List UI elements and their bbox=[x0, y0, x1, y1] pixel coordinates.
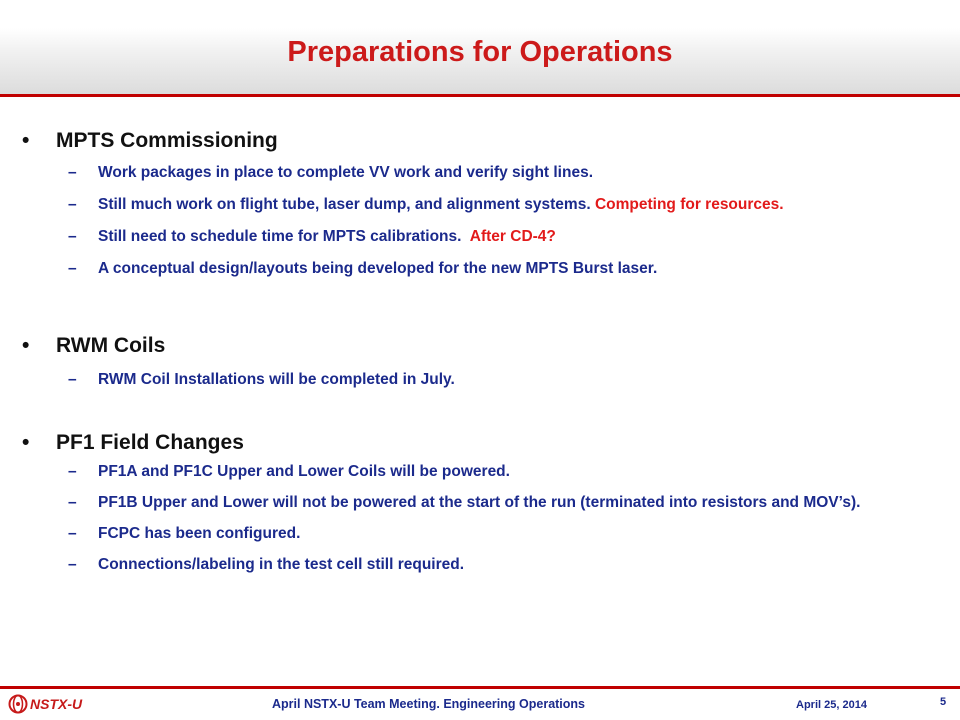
section-heading-text: MPTS Commissioning bbox=[56, 129, 278, 152]
sub-bullet-list bbox=[22, 162, 942, 279]
section-mpts-commissioning bbox=[22, 126, 942, 279]
sub-bullet-text: Connections/labeling in the test cell still required. bbox=[98, 556, 465, 573]
title-divider bbox=[0, 94, 960, 97]
dash-icon: – bbox=[68, 556, 77, 573]
section-rwm-coils bbox=[22, 331, 942, 390]
logo-text: NSTX-U bbox=[30, 696, 83, 712]
section-pf1-field-changes bbox=[22, 428, 942, 575]
section-heading bbox=[22, 331, 942, 361]
sub-bullet-text: Work packages in place to complete VV work and verify sight lines. bbox=[98, 164, 594, 181]
sub-bullet-highlight: After CD-4? bbox=[469, 228, 556, 245]
section-heading bbox=[22, 428, 942, 458]
slide-content bbox=[22, 126, 942, 575]
section-heading-text: RWM Coils bbox=[56, 334, 166, 357]
sub-bullet-list bbox=[22, 369, 942, 390]
sub-bullet-text: A conceptual design/layouts being developed for the new MPTS Burst laser. bbox=[98, 260, 658, 277]
dash-icon: – bbox=[68, 525, 77, 542]
dash-icon: – bbox=[68, 164, 77, 181]
sub-bullet-item bbox=[22, 523, 942, 544]
slide-title: Preparations for Operations bbox=[287, 36, 673, 68]
dash-icon: – bbox=[68, 260, 77, 277]
sub-bullet-list bbox=[22, 461, 942, 575]
footer-meeting-title: April NSTX-U Team Meeting. Engineering Operations bbox=[272, 697, 586, 711]
sub-bullet-item bbox=[22, 226, 942, 247]
footer-date: April 25, 2014 bbox=[796, 699, 867, 711]
sub-bullet-item bbox=[22, 461, 942, 482]
sub-bullet-text: Still need to schedule time for MPTS calibrations. bbox=[98, 228, 462, 245]
footer-divider bbox=[0, 686, 960, 689]
dash-icon: – bbox=[68, 494, 77, 511]
page-number: 5 bbox=[940, 696, 947, 708]
dash-icon: – bbox=[68, 196, 77, 213]
section-heading bbox=[22, 126, 942, 156]
sub-bullet-item bbox=[22, 258, 942, 279]
sub-bullet-text: RWM Coil Installations will be completed in July. bbox=[98, 371, 455, 388]
bullet-icon: • bbox=[22, 129, 30, 152]
sub-bullet-text: PF1B Upper and Lower will not be powered at the start of the run (terminated into resistors and MOV’s). bbox=[98, 494, 861, 511]
nstx-logo-icon bbox=[8, 694, 28, 714]
dash-icon: – bbox=[68, 463, 77, 480]
section-heading-text: PF1 Field Changes bbox=[56, 431, 244, 454]
sub-bullet-text: FCPC has been configured. bbox=[98, 525, 301, 542]
sub-bullet-item bbox=[22, 194, 942, 215]
sub-bullet-highlight: Competing for resources. bbox=[594, 196, 784, 213]
sub-bullet-item bbox=[22, 369, 942, 390]
dash-icon: – bbox=[68, 228, 77, 245]
sub-bullet-item bbox=[22, 162, 942, 183]
dash-icon: – bbox=[68, 371, 77, 388]
bullet-icon: • bbox=[22, 431, 30, 454]
sub-bullet-item bbox=[22, 492, 942, 513]
nstx-logo bbox=[8, 694, 82, 714]
bullet-icon: • bbox=[22, 334, 30, 357]
sub-bullet-text: PF1A and PF1C Upper and Lower Coils will be powered. bbox=[98, 463, 510, 480]
sub-bullet-item bbox=[22, 554, 942, 575]
sub-bullet-text: Still much work on flight tube, laser dump, and alignment systems. bbox=[98, 196, 591, 213]
